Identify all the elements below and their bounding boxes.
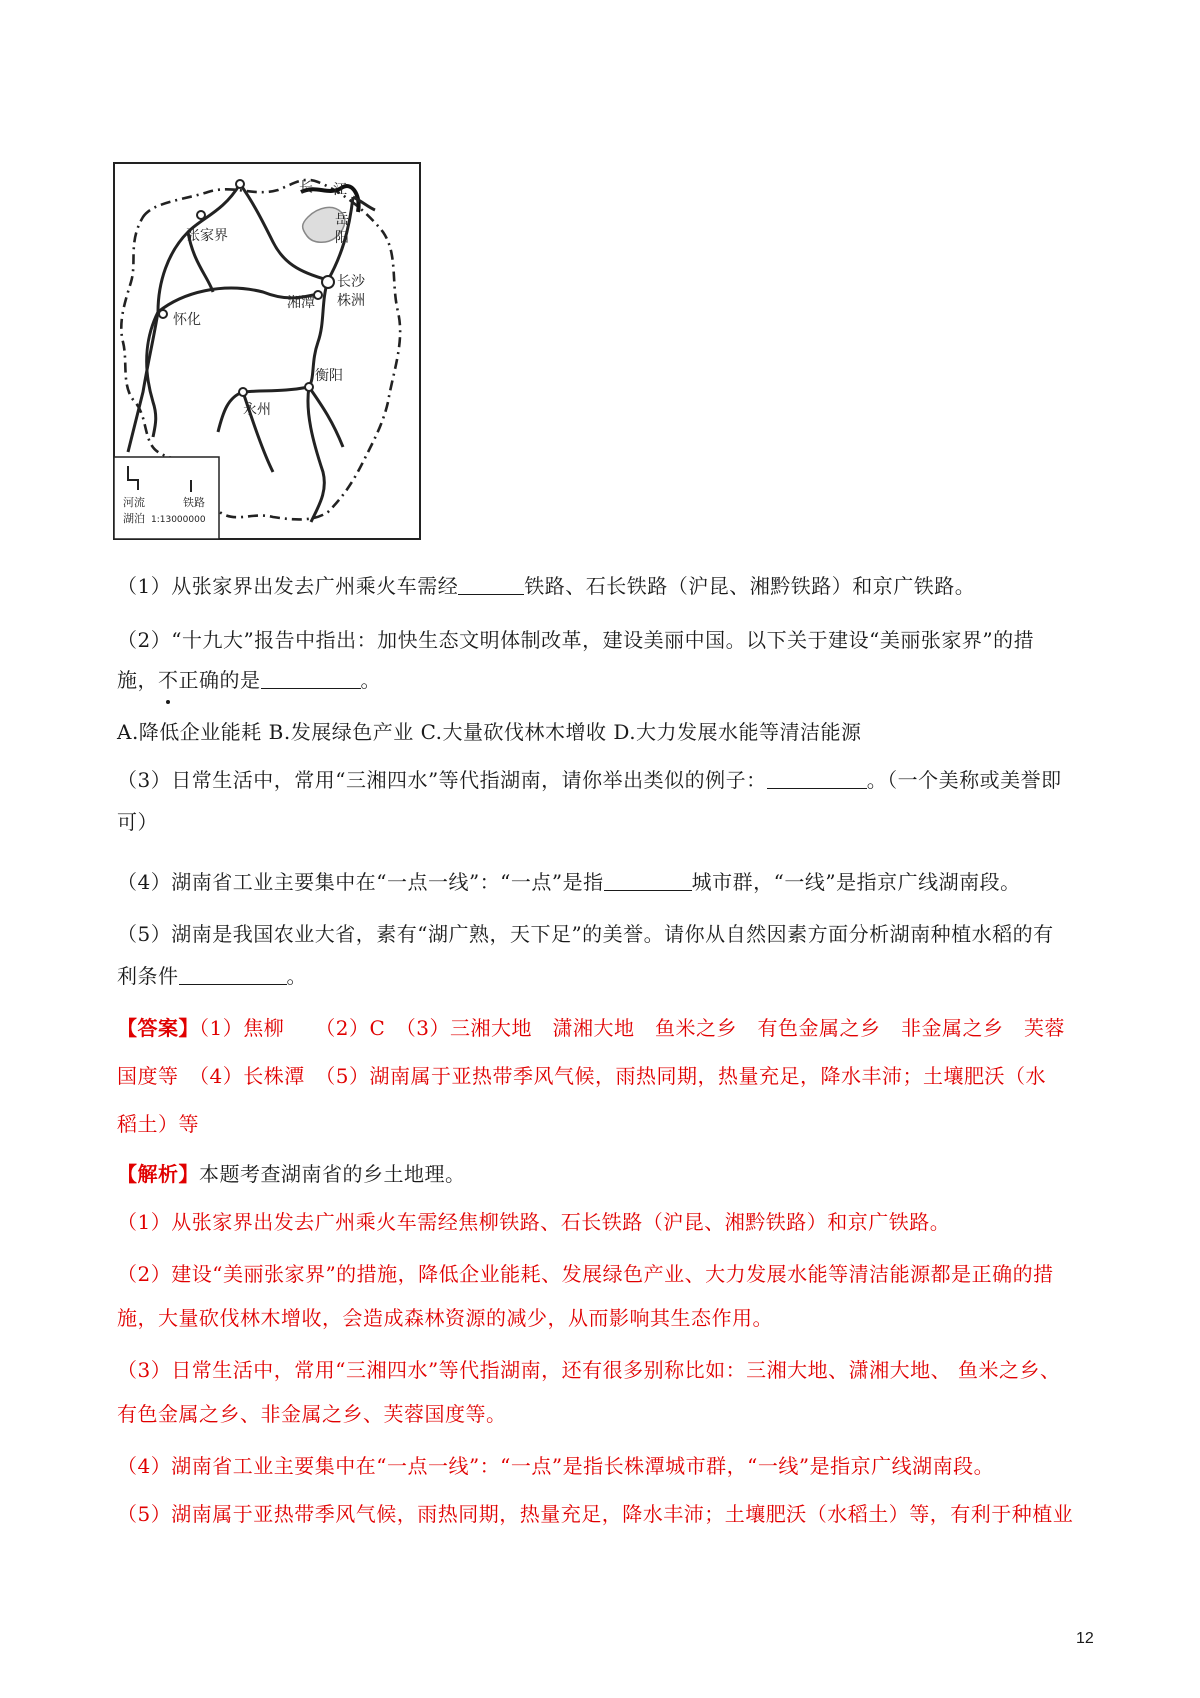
hunan-railway-map	[113, 162, 423, 542]
q1-blank	[458, 574, 524, 595]
city-marker-north	[236, 180, 244, 188]
question-1: （1）从张家界出发去广州乘火车需经 铁路、石长铁路（沪昆、湘黔铁路）和京广铁路。	[117, 574, 976, 598]
label-yueyang-1: 岳	[335, 212, 349, 228]
label-changjiang-2: 江	[333, 182, 347, 198]
city-marker-zhangjiajie	[197, 211, 205, 219]
question-3-line1: （3）日常生活中，常用“三湘四水”等代指湖南，请你举出类似的例子： 。（一个美称或美誉即	[117, 768, 1062, 792]
label-changsha: 长沙	[337, 274, 365, 290]
legend-scale-label: 1:13000000	[151, 515, 206, 525]
question-4: （4）湖南省工业主要集中在“一点一线”：“一点”是指 城市群，“一线”是指京广线湖南段。	[117, 870, 1021, 894]
analysis-p2-line1: （2）建设“美丽张家界”的措施，降低企业能耗、发展绿色产业、大力发展水能等清洁能源都是正确的措	[117, 1262, 1054, 1286]
analysis-p1: （1）从张家界出发去广州乘火车需经焦柳铁路、石长铁路（沪昆、湘黔铁路）和京广铁路。	[117, 1210, 951, 1234]
analysis-p2-line2: 施，大量砍伐林木增收，会造成森林资源的减少，从而影响其生态作用。	[117, 1306, 773, 1330]
label-yongzhou: 永州	[243, 402, 271, 418]
q2-blank	[261, 668, 361, 689]
label-zhuzhou: 株洲	[337, 293, 365, 309]
q4-blank	[604, 870, 692, 891]
legend-railway-label: 铁路	[183, 496, 205, 509]
city-marker-changsha	[322, 276, 334, 288]
answer-line3: 稻土）等	[117, 1112, 199, 1136]
answer-line1: 【答案】（1）焦柳 （2）C （3）三湘大地 潇湘大地 鱼米之乡 有色金属之乡 非金属之乡 芙蓉	[117, 1016, 1065, 1040]
emphasis-not: 不	[158, 668, 179, 692]
question-5-line2: 利条件 。	[117, 964, 307, 988]
city-marker-huaihua	[159, 310, 167, 318]
label-hengyang: 衡阳	[315, 368, 343, 384]
answer-label: 【答案】	[117, 1016, 199, 1040]
analysis-p3-line2: 有色金属之乡、非金属之乡、芙蓉国度等。	[117, 1402, 507, 1426]
question-5-line1: （5）湖南是我国农业大省，素有“湖广熟，天下足”的美誉。请你从自然因素方面分析湖南种植水稻的有	[117, 922, 1054, 946]
analysis-p3-line1: （3）日常生活中，常用“三湘四水”等代指湖南，还有很多别称比如：三湘大地、潇湘大地、 鱼米之乡、	[117, 1358, 1061, 1382]
question-2-options: A.降低企业能耗 B.发展绿色产业 C.大量砍伐林木增收 D.大力发展水能等清洁能源	[117, 720, 862, 744]
analysis-p4: （4）湖南省工业主要集中在“一点一线”：“一点”是指长株潭城市群，“一线”是指京广线湖南段。	[117, 1454, 995, 1478]
city-marker-xiangtan	[314, 291, 322, 299]
label-changjiang-1: 长	[299, 180, 313, 196]
answer-line2: 国度等 （4）长株潭 （5）湖南属于亚热带季风气候，雨热同期，热量充足，降水丰沛；土壤肥沃（水	[117, 1064, 1046, 1088]
legend-river-label: 河流	[123, 496, 145, 509]
legend-lake-label: 湖泊	[123, 512, 145, 525]
city-marker-hengyang	[305, 383, 313, 391]
question-2-line2: 施，不正确的是 。	[117, 668, 381, 692]
page-number: 12	[1076, 1630, 1094, 1647]
question-3-line2: 可）	[117, 810, 158, 834]
city-marker-yongzhou	[239, 388, 247, 396]
q3-blank	[767, 768, 867, 789]
analysis-intro: 【解析】本题考查湖南省的乡土地理。	[117, 1162, 466, 1186]
label-yueyang-2: 阳	[335, 230, 349, 246]
analysis-label: 【解析】	[117, 1162, 199, 1186]
q5-blank	[179, 964, 287, 985]
question-2-line1: （2）“十九大”报告中指出：加快生态文明体制改革，建设美丽中国。以下关于建设“美丽张家界”的措	[117, 628, 1035, 652]
analysis-p5: （5）湖南属于亚热带季风气候，雨热同期，热量充足，降水丰沛；土壤肥沃（水稻土）等，有利于种植业	[117, 1502, 1074, 1526]
label-xiangtan: 湘潭	[287, 295, 315, 311]
label-zhangjiajie: 张家界	[186, 228, 228, 244]
label-huaihua: 怀化	[173, 312, 201, 328]
